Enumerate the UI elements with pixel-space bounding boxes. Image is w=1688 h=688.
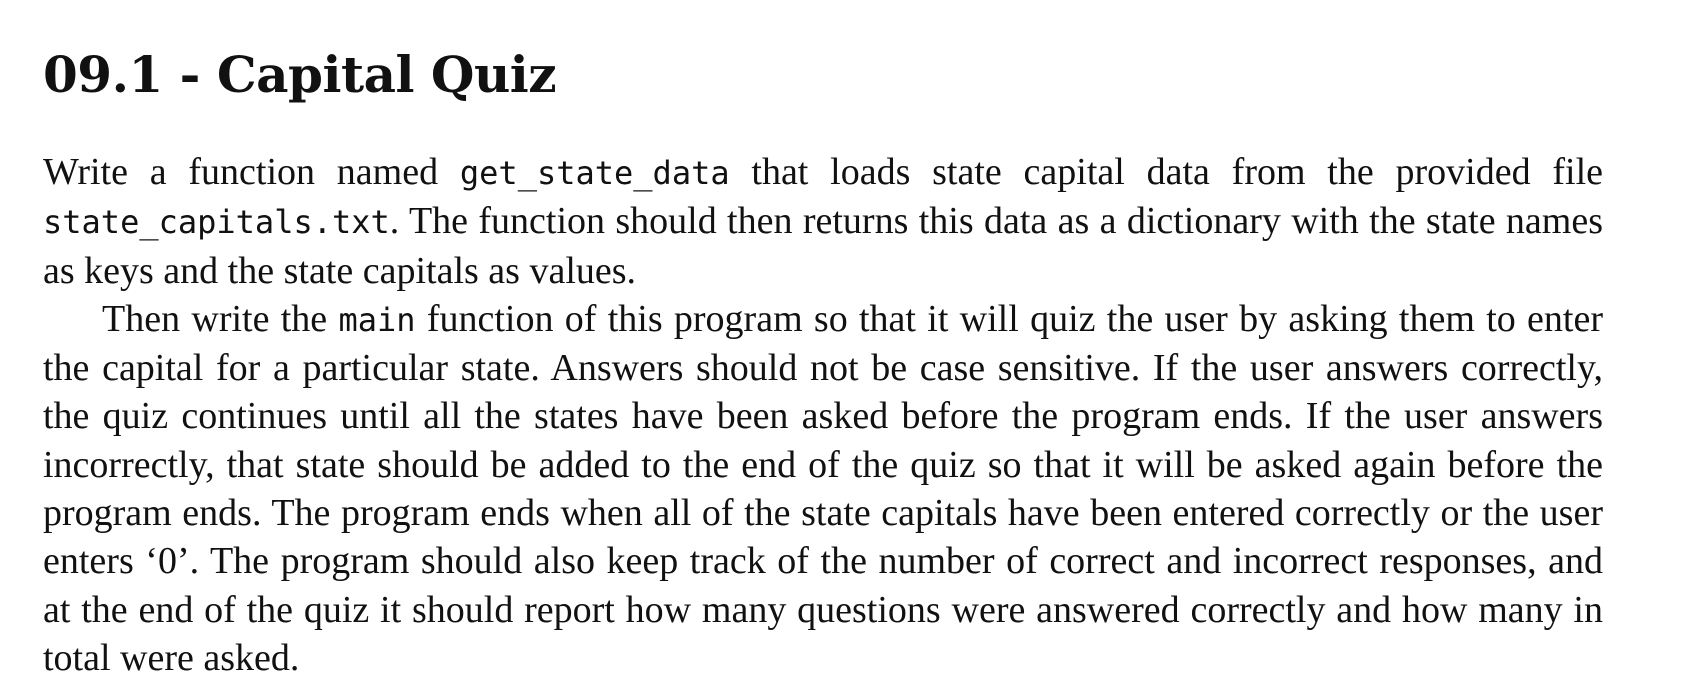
code-filename: state_capitals.txt xyxy=(43,203,390,242)
paragraph-text: that loads state capital data from the provided file xyxy=(729,151,1603,193)
paragraph-text: Then write the xyxy=(102,297,339,340)
code-get-state-data: get_state_data xyxy=(459,154,730,192)
paragraph-text: Write a function named xyxy=(43,151,460,193)
paragraph-function-description xyxy=(43,148,1603,295)
paragraph-text: . The function should then returns this data as a dictionary with the state names as keys and the state capitals as values. xyxy=(43,200,1603,292)
paragraph-text: function of this program so that it will quiz the user by asking them to enter the capital for a particular state. Answers should not be case sensitive. If the user answers correctly, the quiz continues until all the states have been asked before the program ends. If the user answers incorrectly, that state should be added to the end of the quiz so that it will be asked again before the program ends. The program ends when all of the state capitals have been entered correctly or the user enters ‘0’. The program should also keep track of the number of correct and incorrect responses, and at the end of the quiz it should report how many questions were answered correctly and how many in total were asked. xyxy=(43,297,1603,679)
document-body xyxy=(43,148,1603,682)
page-title: 09.1 - Capital Quiz xyxy=(43,45,557,104)
code-main: main xyxy=(338,300,416,339)
paragraph-main-description xyxy=(43,295,1603,682)
